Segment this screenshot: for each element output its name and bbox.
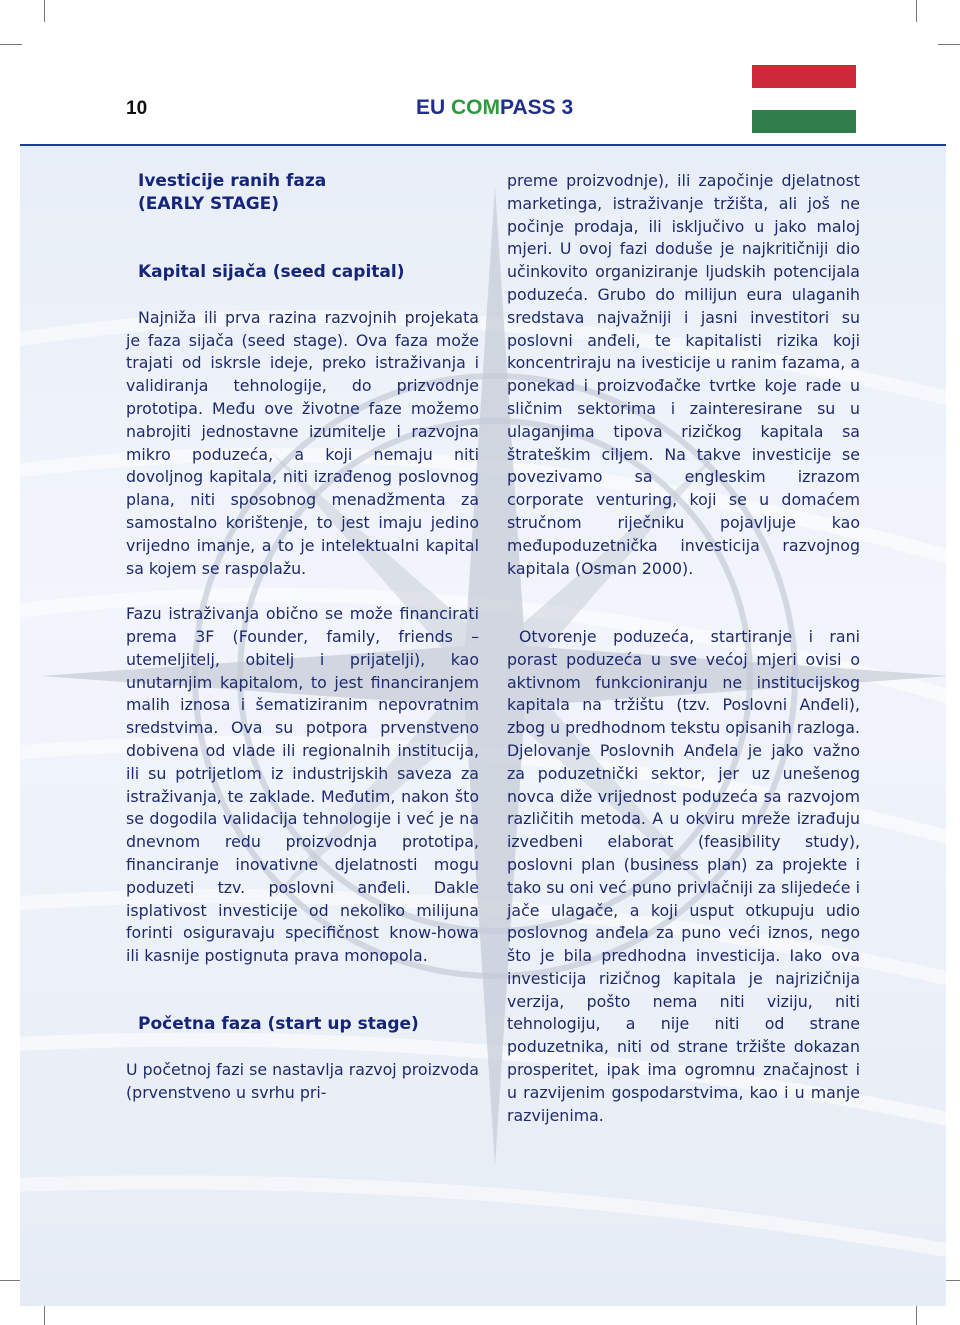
left-column [126,170,479,1105]
paragraph-research-funding: Fazu istraživanja obično se može financirati prema 3F (Founder, family, friends – utemeljitelj, obitelj i prijatelji), kao unutarnjim kapitalom, to jest financiranjem malih iznosa i šematiziranim nepovratnim sredstvima. Ova su potpora prvenstveno dobivena od vlade ili regionalnih institucija, ili su potrijetlom iz industrijskih saveza za istraživanja, te zaklade. Međutim, nakon što se dogodila validacija tehnologije i već je na dnevnom redu proizvodnja prototipa, financiranje inovativne djelatnosti mogu poduzeti tzv. poslovni anđeli. Dakle isplativost investicije od nekoliko milijuna forinti osiguravaju specifičnost know-howa ili kasnije postignuta prava monopola. [126,604,479,966]
crop-mark-top-right-v [916,0,917,22]
paragraph-seed-stage: Najniža ili prva razina razvojnih projekata je faza sijača (seed stage). Ova faza može trajati od iskrsle ideje, preko istraživanja i validiranja tehnologije, do prizvodnje prototipa. Među ove životne faze možemo nabrojiti jednostavne izumitelje i razvojna mikro poduzeća, a koji nemaju niti dovoljnog kapitala, niti izrađenog poslovnog plana, niti sposobnog menadžmenta za samostalno korištenje, to jest imaju jedino vrijedno imanje, a to je intelektualni kapital sa kojem se raspolažu. [126,307,479,578]
crop-mark-bottom-right-v [916,1303,917,1325]
running-head-eu: EU [416,96,452,119]
heading-early-stage-sub: (EARLY STAGE) [138,193,280,214]
page-number: 10 [126,98,148,119]
paragraph-continued: preme proizvodnje), ili započinje djelatnost marketinga, istraživanje tržišta, ali još ne počinje prodaja, ili isključivo u jako maloj mjeri. U ovoj fazi doduše je najkritičniji dio učinkovito organiziranje ljudskih potencijala poduzeća. Grubo do milijun eura ulaganih sredstava najvažniji i jasni investitori su poslovni anđeli, te kapitalisti rizika koji koncentriraju na ivesticije u ranim fazama, a ponekad i proizvođačke tvrtke koje rade u sličnim sektorima i zainteresirane su u ulaganjima tipova rizičkog kapitala sa štrateškim ciljem. Na takve investicije se povezivamo sa engleskim izrazom corporate venturing, koji se u domaćem stručnom riječniku pojavljuje kao međupoduzetnička investicija razvojnog kapitala (Osman 2000). [507,171,860,578]
flag-stripe-red [752,65,856,88]
running-head-com: COM [451,96,501,119]
hungarian-flag [752,65,856,133]
crop-mark-top-left-v [44,0,45,22]
running-head-pass: PASS 3 [500,96,574,119]
flag-stripe-green [752,110,856,133]
crop-mark-top-right-h [938,44,960,45]
paragraph-start-up: U početnoj fazi se nastavlja razvoj proizvoda (prvenstveno u svrhu pri- [126,1060,479,1102]
heading-seed-capital: Kapital sijača (seed capital) [138,262,405,283]
heading-early-stage: Ivesticije ranih faza [138,171,327,191]
heading-start-up-stage: Početna faza (start up stage) [138,1014,419,1035]
crop-mark-bottom-left-v [44,1303,45,1325]
flag-stripe-white [752,88,856,111]
crop-mark-bottom-left-h [0,1280,22,1281]
running-head [416,96,573,120]
paragraph-business-angels: Otvorenje poduzeća, startiranje i rani porast poduzeća u sve većoj mjeri ovisi o aktivnom funkcioniranju ne institucijskog kapitala na tržištu (tzv. Poslovni Anđeli), zbog u predhodnom tekstu opisanih razloga. Djelovanje Poslovnih Anđela je jako važno za poduzetnički sektor, jer uz unešenog novca diže vrijednost poduzeća sa razvojom različitih metoda. A u okviru mreže izrađuju izvedbeni elaborat (feasibility study), poslovni plan (business plan) za projekte i tako su oni već puno privlačniji za slijedeće i jače ulagače, a koji usput otkupuju udio poslovnog anđela za puno veći iznos, nego što je bila predhodna investicija. Iako ova investicija rizičnog kapitala je najrizičnija verzija, pošto nema niti viziju, niti tehnologiju, a nije niti od strane poduzetnika, niti od strane tržište dokazan prosperitet, ipak ima ogromnu značajnost i u razvijenim gospodarstvima, kao i u manje razvijenima. [507,626,860,1125]
right-column [507,170,860,1127]
crop-mark-top-left-h [0,44,22,45]
